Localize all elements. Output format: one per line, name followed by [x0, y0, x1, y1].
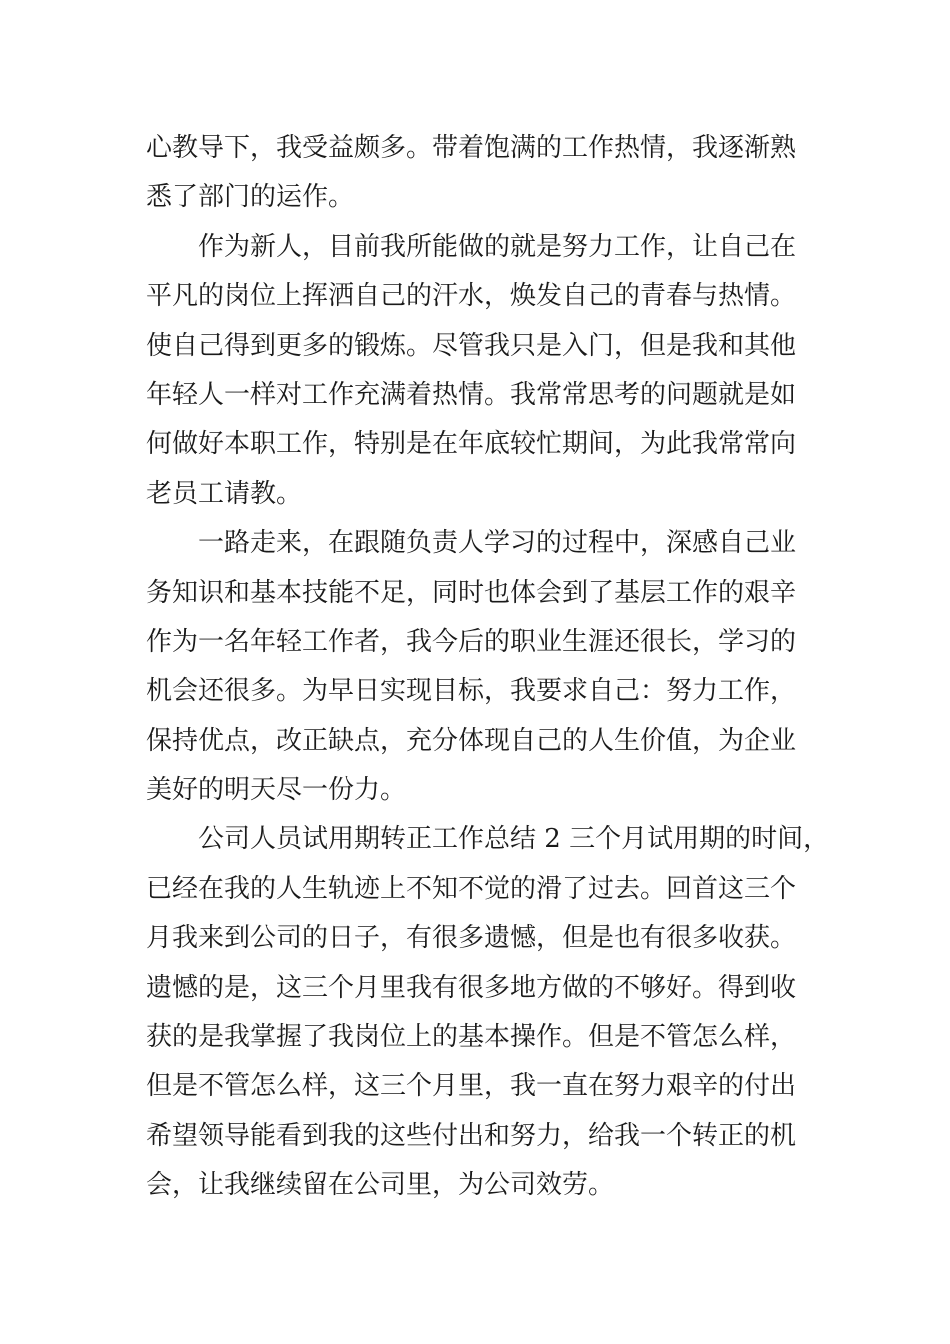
- text-line: 一路走来，在跟随负责人学习的过程中，深感自己业: [198, 528, 797, 559]
- text-line: 月我来到公司的日子，有很多遗憾，但是也有很多收获。: [146, 923, 797, 954]
- text-line: 作为新人，目前我所能做的就是努力工作，让自己在: [198, 231, 797, 262]
- text-line: 平凡的岗位上挥洒自己的汗水，焕发自己的青春与热情。: [146, 281, 797, 312]
- text-line: 心教导下，我受益颇多。带着饱满的工作热情，我逐渐熟: [146, 133, 797, 163]
- text-line: 获的是我掌握了我岗位上的基本操作。但是不管怎么样，: [146, 1022, 797, 1053]
- body-text: [146, 124, 830, 1211]
- text-line: 使自己得到更多的锻炼。尽管我只是入门，但是我和其他: [146, 330, 797, 361]
- text-line: 但是不管怎么样，这三个月里，我一直在努力艰辛的付出: [146, 1071, 797, 1102]
- text-line: 希望领导能看到我的这些付出和努力，给我一个转正的机: [146, 1120, 797, 1151]
- text-line: 悉了部门的运作。: [146, 182, 355, 213]
- text-line: 公司人员试用期转正工作总结 2 三个月试用期的时间，: [198, 824, 830, 855]
- text-line: 美好的明天尽一份力。: [146, 775, 407, 806]
- text-line: 已经在我的人生轨迹上不知不觉的滑了过去。回首这三个: [146, 873, 797, 904]
- text-line: 老员工请教。: [146, 478, 303, 509]
- text-line: 作为一名年轻工作者，我今后的职业生涯还很长，学习的: [146, 626, 797, 657]
- text-line: 遗憾的是，这三个月里我有很多地方做的不够好。得到收: [146, 972, 797, 1003]
- text-line: 机会还很多。为早日实现目标，我要求自己：努力工作，: [146, 676, 797, 707]
- text-line: 何做好本职工作，特别是在年底较忙期间，为此我常常向: [146, 429, 797, 460]
- text-line: 会，让我继续留在公司里，为公司效劳。: [146, 1170, 615, 1201]
- text-line: 务知识和基本技能不足，同时也体会到了基层工作的艰辛: [146, 577, 797, 608]
- text-line: 保持优点，改正缺点，充分体现自己的人生价值，为企业: [146, 725, 797, 756]
- text-line: 年轻人一样对工作充满着热情。我常常思考的问题就是如: [146, 379, 797, 410]
